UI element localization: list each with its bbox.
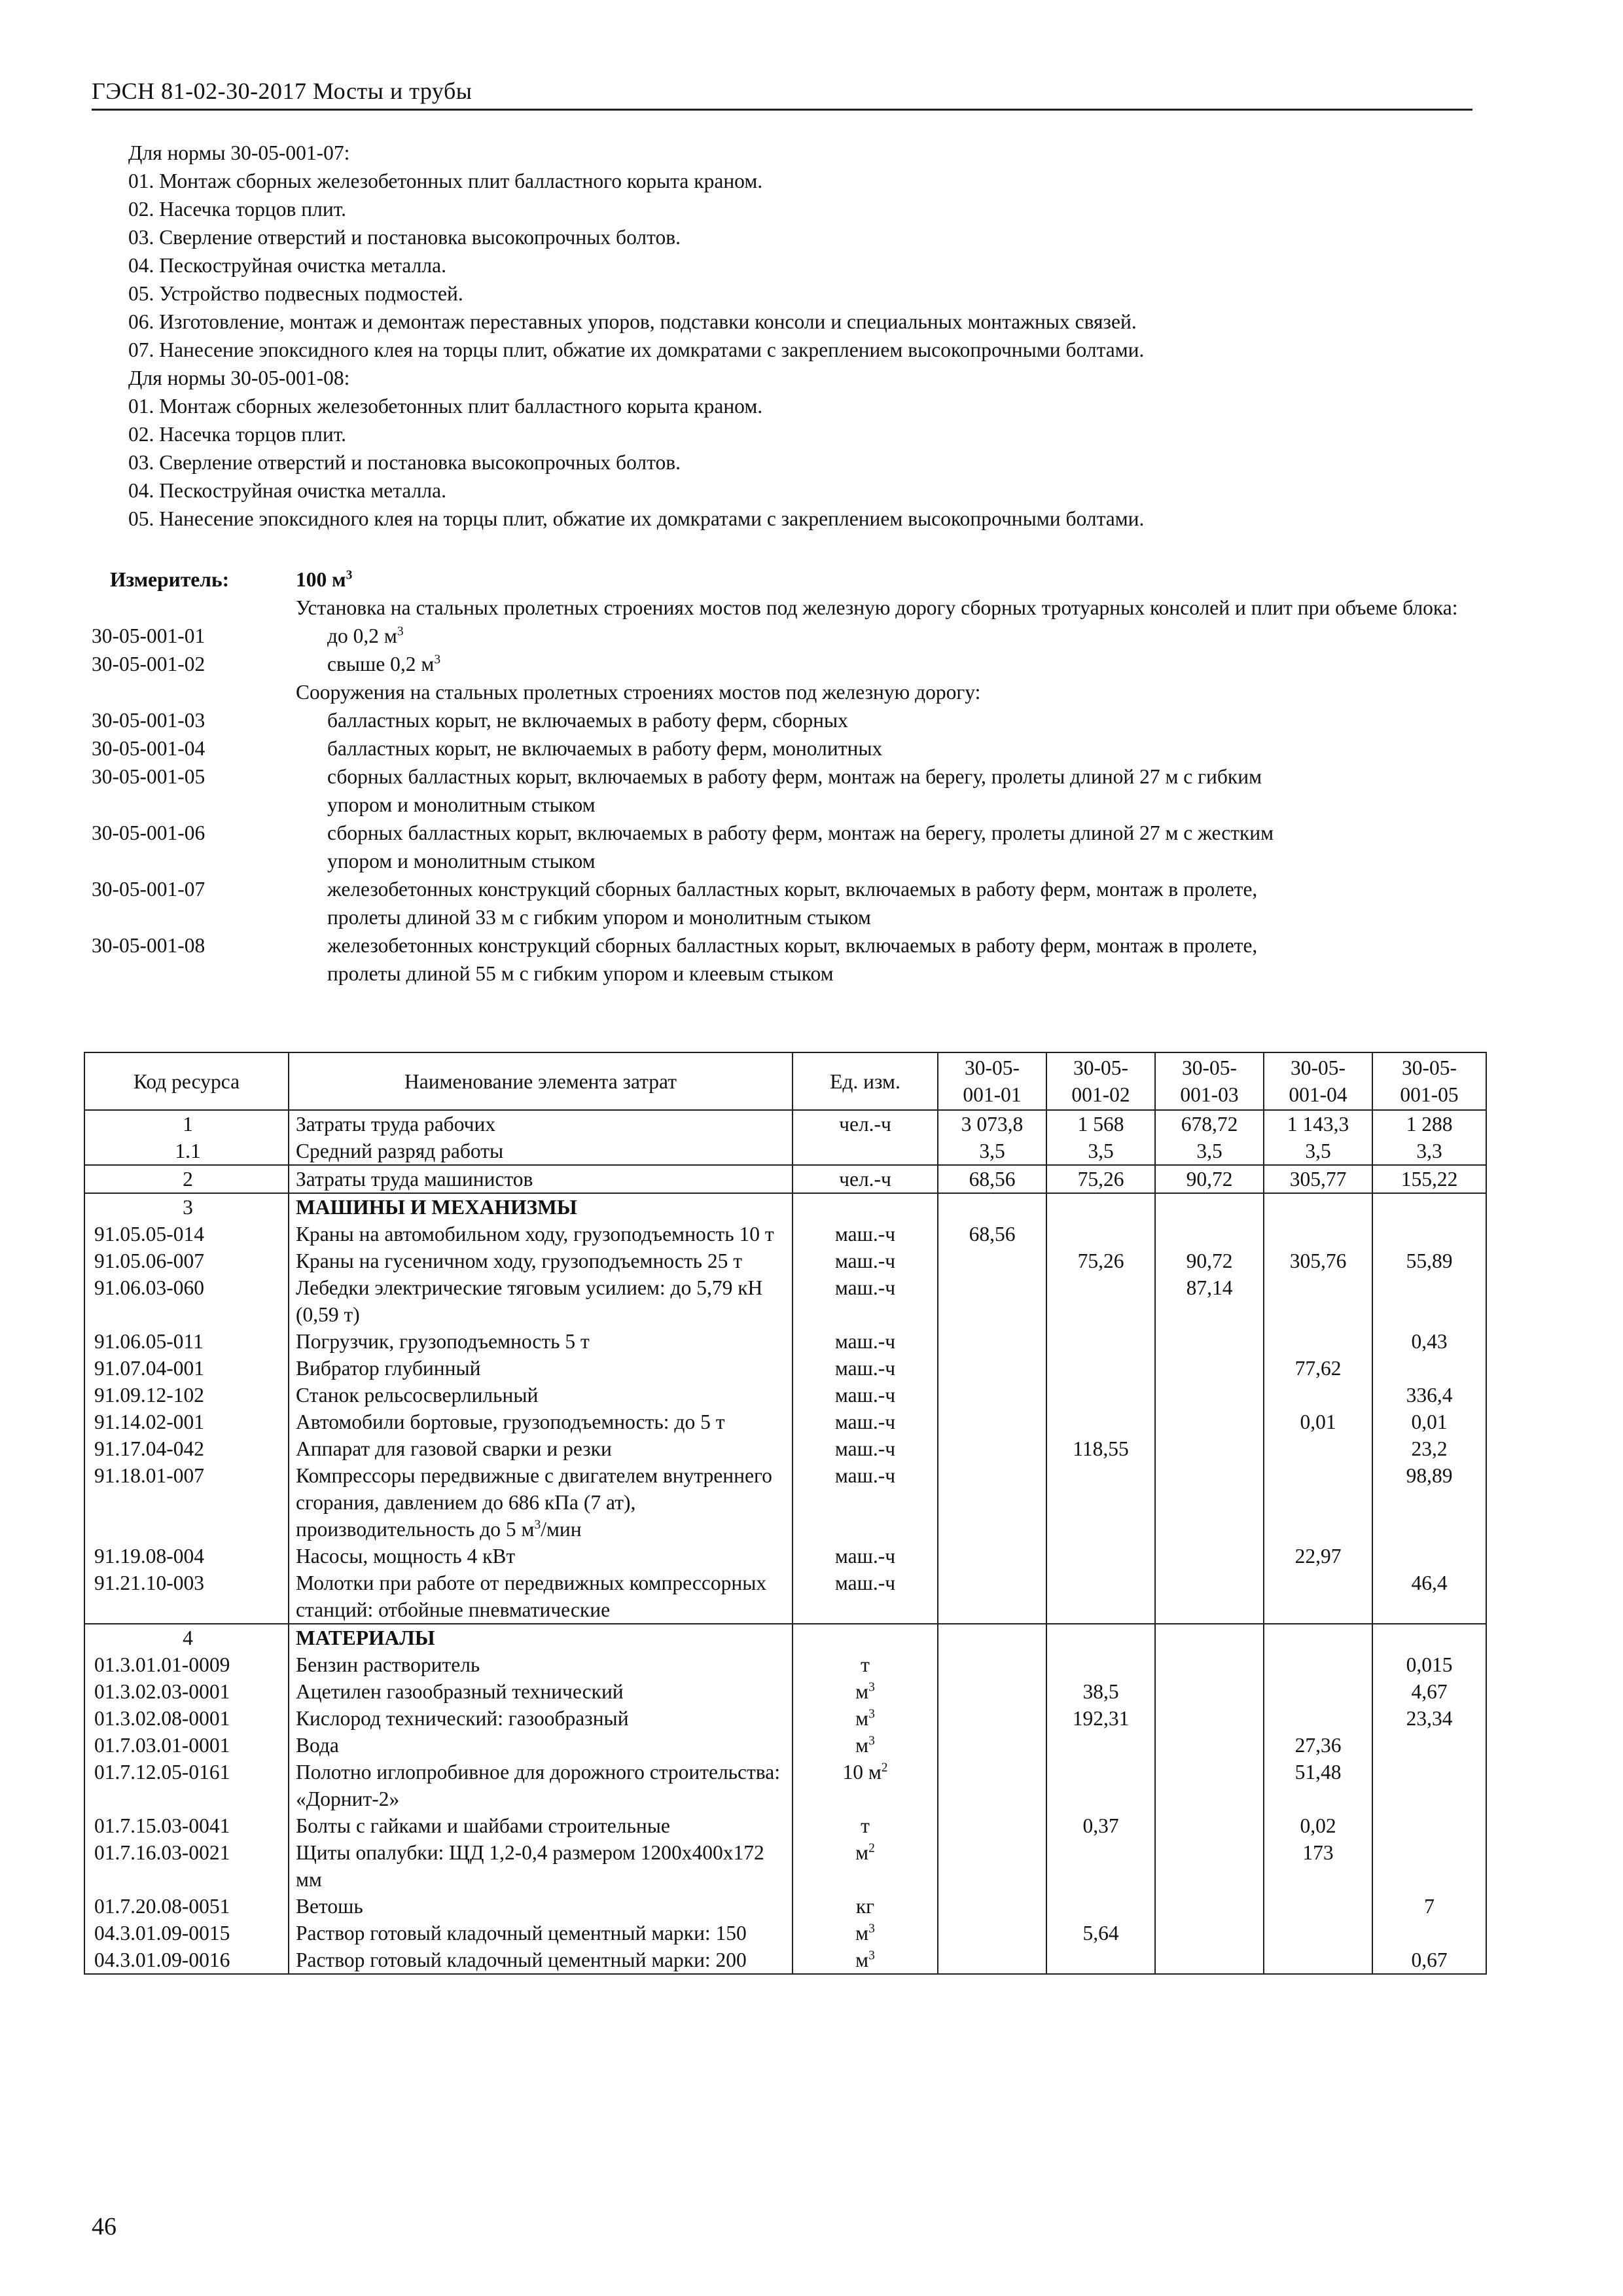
value-cell	[1264, 1893, 1372, 1920]
norm-code: 30-05-001-01	[92, 624, 205, 647]
resource-code: 01.7.16.03-0021	[84, 1839, 289, 1893]
value-cell	[938, 1893, 1046, 1920]
value-cell	[1264, 1624, 1372, 1651]
resource-name: Компрессоры передвижные с двигателем внутреннего сгорания, давлением до 686 кПа (7 ат), производительность до 5 $м^3$/мин	[289, 1462, 793, 1543]
resource-table	[84, 1052, 1487, 1975]
composition-line: 03. Сверление отверстий и постановка высокопрочных болтов.	[128, 226, 681, 249]
resource-name: Автомобили бортовые, грузоподъемность: до 5 т	[289, 1408, 793, 1435]
resource-name: Краны на гусеничном ходу, грузоподъемность 25 т	[289, 1247, 793, 1274]
value-cell: 0,37	[1046, 1812, 1155, 1839]
value-cell	[1372, 1221, 1486, 1247]
resource-code: 91.06.03-060	[84, 1274, 289, 1328]
table-row	[84, 1247, 1486, 1274]
unit-cell: маш.-ч	[793, 1328, 938, 1355]
value-cell: 98,89	[1372, 1462, 1486, 1543]
value-cell	[1046, 1274, 1155, 1328]
value-cell	[938, 1812, 1046, 1839]
value-cell: 46,4	[1372, 1570, 1486, 1624]
table-row	[84, 1110, 1486, 1138]
value-cell	[1372, 1274, 1486, 1328]
unit-cell	[793, 1193, 938, 1221]
resource-name: Вода	[289, 1732, 793, 1759]
resource-code: 01.7.03.01-0001	[84, 1732, 289, 1759]
table-row	[84, 1355, 1486, 1382]
value-cell	[1155, 1651, 1264, 1678]
value-cell: 3,5	[1046, 1138, 1155, 1165]
resource-name: Ветошь	[289, 1893, 793, 1920]
value-cell	[1155, 1839, 1264, 1893]
value-cell: 678,72	[1155, 1110, 1264, 1138]
value-cell: 55,89	[1372, 1247, 1486, 1274]
unit-cell: маш.-ч	[793, 1462, 938, 1543]
value-cell	[1155, 1462, 1264, 1543]
composition-line: Для нормы 30-05-001-08:	[128, 367, 350, 389]
table-row	[84, 1759, 1486, 1812]
table-row	[84, 1382, 1486, 1408]
unit-cell: чел.-ч	[793, 1165, 938, 1193]
value-cell	[1046, 1462, 1155, 1543]
value-cell: 5,64	[1046, 1920, 1155, 1946]
unit-cell: чел.-ч	[793, 1110, 938, 1138]
header-divider	[92, 109, 1472, 111]
table-row	[84, 1165, 1486, 1193]
resource-code: 04.3.01.09-0016	[84, 1946, 289, 1974]
resource-code: 2	[84, 1165, 289, 1193]
value-cell	[1155, 1435, 1264, 1462]
norm-code: 30-05-001-05	[92, 765, 205, 788]
resource-name: Станок рельсосверлильный	[289, 1382, 793, 1408]
resource-code: 91.18.01-007	[84, 1462, 289, 1543]
norm-code: 30-05-001-08	[92, 934, 205, 957]
unit-cell: маш.-ч	[793, 1543, 938, 1570]
column-header: Ед. изм.	[793, 1052, 938, 1110]
value-cell	[1264, 1946, 1372, 1974]
value-cell: 75,26	[1046, 1247, 1155, 1274]
resource-name: МАТЕРИАЛЫ	[289, 1624, 793, 1651]
value-cell	[1046, 1543, 1155, 1570]
unit-cell: маш.-ч	[793, 1274, 938, 1328]
measure-item	[92, 762, 1479, 819]
norm-code: 30-05-001-04	[92, 737, 205, 760]
norm-code: 30-05-001-07	[92, 878, 205, 901]
composition-line: 02. Насечка торцов плит.	[128, 423, 346, 446]
table-row	[84, 1328, 1486, 1355]
resource-code: 01.3.01.01-0009	[84, 1651, 289, 1678]
value-cell: 0,01	[1264, 1408, 1372, 1435]
value-cell	[938, 1839, 1046, 1893]
norm-description: балластных корыт, не включаемых в работу ферм, монолитных	[327, 737, 883, 760]
value-cell	[938, 1946, 1046, 1974]
value-cell: 23,2	[1372, 1435, 1486, 1462]
unit-cell: $м^3$	[793, 1920, 938, 1946]
measure-item	[92, 931, 1479, 988]
table-row	[84, 1408, 1486, 1435]
table-row	[84, 1920, 1486, 1946]
value-cell	[1155, 1408, 1264, 1435]
resource-name: Кислород технический: газообразный	[289, 1705, 793, 1732]
value-cell	[1155, 1328, 1264, 1355]
value-cell	[938, 1651, 1046, 1678]
value-cell: 68,56	[938, 1165, 1046, 1193]
value-cell: 3 073,8	[938, 1110, 1046, 1138]
unit-cell: маш.-ч	[793, 1435, 938, 1462]
value-cell: 22,97	[1264, 1543, 1372, 1570]
unit-cell	[793, 1138, 938, 1165]
table-header-row	[84, 1052, 1486, 1110]
unit-cell: кг	[793, 1893, 938, 1920]
composition-line: 01. Монтаж сборных железобетонных плит балластного корыта краном.	[128, 170, 763, 192]
measure-item	[92, 706, 1479, 734]
resource-code: 91.19.08-004	[84, 1543, 289, 1570]
resource-name: Бензин растворитель	[289, 1651, 793, 1678]
resource-code: 01.3.02.08-0001	[84, 1705, 289, 1732]
resource-code: 1.1	[84, 1138, 289, 1165]
value-cell	[1155, 1543, 1264, 1570]
table-row	[84, 1812, 1486, 1839]
value-cell	[1372, 1624, 1486, 1651]
composition-line: 04. Пескоструйная очистка металла.	[128, 254, 446, 277]
value-cell: 38,5	[1046, 1678, 1155, 1705]
norm-description: сборных балластных корыт, включаемых в работу ферм, монтаж на берегу, пролеты длиной 27 м с гибким упором и монолитным стыком	[327, 765, 1262, 816]
unit-cell: т	[793, 1812, 938, 1839]
value-cell: 7	[1372, 1893, 1486, 1920]
value-cell: 1 143,3	[1264, 1110, 1372, 1138]
resource-code: 04.3.01.09-0015	[84, 1920, 289, 1946]
value-cell	[1155, 1570, 1264, 1624]
value-cell	[1046, 1221, 1155, 1247]
resource-code: 01.7.20.08-0051	[84, 1893, 289, 1920]
resource-name: Погрузчик, грузоподъемность 5 т	[289, 1328, 793, 1355]
value-cell: 90,72	[1155, 1247, 1264, 1274]
value-cell	[1264, 1651, 1372, 1678]
value-cell	[1046, 1651, 1155, 1678]
value-cell	[1372, 1193, 1486, 1221]
unit-cell: 10 $м^2$	[793, 1759, 938, 1812]
column-header: Наименование элемента затрат	[289, 1052, 793, 1110]
composition-line: 07. Нанесение эпоксидного клея на торцы плит, обжатие их домкратами с закреплением высокопрочными болтами.	[128, 338, 1145, 361]
resource-name: Краны на автомобильном ходу, грузоподъемность 10 т	[289, 1221, 793, 1247]
resource-name: Полотно иглопробивное для дорожного строительства: «Дорнит-2»	[289, 1759, 793, 1812]
value-cell	[1046, 1408, 1155, 1435]
value-cell	[938, 1328, 1046, 1355]
resource-code: 01.3.02.03-0001	[84, 1678, 289, 1705]
value-cell	[1046, 1624, 1155, 1651]
column-header: 30-05- 001-01	[938, 1052, 1046, 1110]
unit-cell: маш.-ч	[793, 1221, 938, 1247]
value-cell	[1046, 1570, 1155, 1624]
value-cell	[1046, 1193, 1155, 1221]
resource-code: 91.06.05-011	[84, 1328, 289, 1355]
resource-name: Щиты опалубки: ЩД 1,2-0,4 размером 1200х400х172 мм	[289, 1839, 793, 1893]
norm-code: 30-05-001-06	[92, 821, 205, 844]
table-row	[84, 1678, 1486, 1705]
value-cell: 0,01	[1372, 1408, 1486, 1435]
value-cell: 305,77	[1264, 1165, 1372, 1193]
norm-code: 30-05-001-03	[92, 709, 205, 732]
value-cell	[1155, 1382, 1264, 1408]
value-cell	[1155, 1221, 1264, 1247]
measure-section	[92, 565, 1479, 988]
value-cell: 3,3	[1372, 1138, 1486, 1165]
value-cell	[1264, 1462, 1372, 1543]
value-cell: 336,4	[1372, 1382, 1486, 1408]
value-cell	[1264, 1193, 1372, 1221]
resource-code: 91.09.12-102	[84, 1382, 289, 1408]
resource-name: МАШИНЫ И МЕХАНИЗМЫ	[289, 1193, 793, 1221]
table-row	[84, 1732, 1486, 1759]
value-cell	[1155, 1812, 1264, 1839]
table-row	[84, 1893, 1486, 1920]
measure-text-row	[92, 594, 1479, 622]
table-row	[84, 1705, 1486, 1732]
table-row	[84, 1435, 1486, 1462]
unit-cell: $м^3$	[793, 1705, 938, 1732]
table-row	[84, 1651, 1486, 1678]
unit-cell: маш.-ч	[793, 1382, 938, 1408]
norm-code: 30-05-001-02	[92, 653, 205, 675]
value-cell	[1046, 1946, 1155, 1974]
value-cell	[1155, 1705, 1264, 1732]
norm-description: железобетонных конструкций сборных балластных корыт, включаемых в работу ферм, монтаж в пролете, пролеты длиной 33 м с гибким упором и монолитным стыком	[327, 878, 1258, 929]
table-row	[84, 1462, 1486, 1543]
value-cell	[938, 1920, 1046, 1946]
value-cell: 4,67	[1372, 1678, 1486, 1705]
value-cell: 3,5	[1264, 1138, 1372, 1165]
value-cell	[1046, 1759, 1155, 1812]
table-row	[84, 1839, 1486, 1893]
resource-code: 4	[84, 1624, 289, 1651]
table-row	[84, 1138, 1486, 1165]
composition-line: 04. Пескоструйная очистка металла.	[128, 479, 446, 502]
value-cell	[1264, 1435, 1372, 1462]
table-row	[84, 1543, 1486, 1570]
resource-code: 91.07.04-001	[84, 1355, 289, 1382]
norm-description: сборных балластных корыт, включаемых в работу ферм, монтаж на берегу, пролеты длиной 27 м с жестким упором и монолитным стыком	[327, 821, 1274, 872]
resource-code: 01.7.12.05-0161	[84, 1759, 289, 1812]
value-cell: 3,5	[1155, 1138, 1264, 1165]
value-cell	[1372, 1759, 1486, 1812]
unit-cell: маш.-ч	[793, 1247, 938, 1274]
resource-code: 91.14.02-001	[84, 1408, 289, 1435]
value-cell	[1046, 1839, 1155, 1893]
resource-code: 91.21.10-003	[84, 1570, 289, 1624]
work-composition	[128, 139, 1476, 533]
value-cell	[1264, 1920, 1372, 1946]
value-cell	[938, 1274, 1046, 1328]
value-cell: 173	[1264, 1839, 1372, 1893]
value-cell	[1264, 1382, 1372, 1408]
value-cell	[1264, 1221, 1372, 1247]
unit-cell: $м^3$	[793, 1678, 938, 1705]
table-row	[84, 1570, 1486, 1624]
value-cell	[1046, 1732, 1155, 1759]
value-cell	[938, 1382, 1046, 1408]
value-cell	[1372, 1812, 1486, 1839]
value-cell: 118,55	[1046, 1435, 1155, 1462]
value-cell	[1155, 1759, 1264, 1812]
value-cell	[1372, 1732, 1486, 1759]
measure-item	[92, 819, 1479, 875]
column-header: 30-05- 001-03	[1155, 1052, 1264, 1110]
table-row	[84, 1193, 1486, 1221]
resource-name: Молотки при работе от передвижных компрессорных станций: отбойные пневматические	[289, 1570, 793, 1624]
measure-item	[92, 734, 1479, 762]
table-row	[84, 1624, 1486, 1651]
page-header: ГЭСН 81-02-30-2017 Мосты и трубы	[92, 78, 473, 104]
value-cell: 77,62	[1264, 1355, 1372, 1382]
value-cell	[938, 1732, 1046, 1759]
value-cell: 90,72	[1155, 1165, 1264, 1193]
composition-line: 03. Сверление отверстий и постановка высокопрочных болтов.	[128, 451, 681, 474]
value-cell	[1372, 1920, 1486, 1946]
norm-description: свыше 0,2 $м^3$	[327, 653, 441, 675]
resource-name: Затраты труда машинистов	[289, 1165, 793, 1193]
measure-unit: 100 $м^3$	[296, 568, 353, 591]
unit-cell: т	[793, 1651, 938, 1678]
value-cell	[938, 1759, 1046, 1812]
table-body	[84, 1110, 1486, 1974]
column-header: 30-05- 001-02	[1046, 1052, 1155, 1110]
unit-cell: маш.-ч	[793, 1408, 938, 1435]
measure-text-row	[92, 678, 1479, 706]
value-cell: 305,76	[1264, 1247, 1372, 1274]
norm-description: балластных корыт, не включаемых в работу ферм, сборных	[327, 709, 848, 732]
value-cell: 87,14	[1155, 1274, 1264, 1328]
value-cell	[1155, 1920, 1264, 1946]
resource-name: Ацетилен газообразный технический	[289, 1678, 793, 1705]
value-cell	[1372, 1839, 1486, 1893]
composition-line: 01. Монтаж сборных железобетонных плит балластного корыта краном.	[128, 395, 763, 418]
value-cell	[1155, 1193, 1264, 1221]
value-cell	[1264, 1274, 1372, 1328]
value-cell	[938, 1678, 1046, 1705]
column-header: Код ресурса	[84, 1052, 289, 1110]
composition-line: 05. Устройство подвесных подмостей.	[128, 282, 463, 305]
value-cell: 192,31	[1046, 1705, 1155, 1732]
value-cell	[1155, 1624, 1264, 1651]
value-cell	[1264, 1705, 1372, 1732]
value-cell	[1046, 1355, 1155, 1382]
value-cell: 51,48	[1264, 1759, 1372, 1812]
value-cell	[938, 1355, 1046, 1382]
value-cell: 23,34	[1372, 1705, 1486, 1732]
unit-cell: $м^3$	[793, 1946, 938, 1974]
value-cell	[1155, 1893, 1264, 1920]
resource-name: Насосы, мощность 4 кВт	[289, 1543, 793, 1570]
table-row	[84, 1946, 1486, 1974]
resource-code: 91.05.06-007	[84, 1247, 289, 1274]
measure-item	[92, 650, 1479, 678]
value-cell	[1155, 1678, 1264, 1705]
value-cell	[938, 1462, 1046, 1543]
unit-cell: $м^3$	[793, 1732, 938, 1759]
value-cell: 3,5	[938, 1138, 1046, 1165]
value-cell	[1264, 1328, 1372, 1355]
value-cell: 0,015	[1372, 1651, 1486, 1678]
measure-label: Измеритель:	[110, 568, 230, 591]
resource-name: Аппарат для газовой сварки и резки	[289, 1435, 793, 1462]
value-cell	[938, 1543, 1046, 1570]
value-cell	[938, 1193, 1046, 1221]
composition-line: 02. Насечка торцов плит.	[128, 198, 346, 221]
unit-cell: маш.-ч	[793, 1570, 938, 1624]
resource-code: 1	[84, 1110, 289, 1138]
value-cell	[1046, 1893, 1155, 1920]
value-cell	[1155, 1732, 1264, 1759]
page-number: 46	[92, 2213, 116, 2240]
resource-name: Средний разряд работы	[289, 1138, 793, 1165]
value-cell	[1046, 1328, 1155, 1355]
norm-description: железобетонных конструкций сборных балластных корыт, включаемых в работу ферм, монтаж в пролете, пролеты длиной 55 м с гибким упором и клеевым стыком	[327, 934, 1258, 985]
composition-line: 05. Нанесение эпоксидного клея на торцы плит, обжатие их домкратами с закреплением высокопрочными болтами.	[128, 507, 1145, 530]
unit-cell: маш.-ч	[793, 1355, 938, 1382]
value-cell: 0,43	[1372, 1328, 1486, 1355]
value-cell	[1155, 1355, 1264, 1382]
resource-name: Раствор готовый кладочный цементный марки: 200	[289, 1946, 793, 1974]
value-cell	[938, 1570, 1046, 1624]
unit-cell: $м^2$	[793, 1839, 938, 1893]
value-cell	[938, 1624, 1046, 1651]
value-cell	[938, 1705, 1046, 1732]
value-cell: 1 288	[1372, 1110, 1486, 1138]
norm-description: до 0,2 $м^3$	[327, 624, 404, 647]
measure-text: Сооружения на стальных пролетных строениях мостов под железную дорогу:	[296, 681, 981, 704]
value-cell: 75,26	[1046, 1165, 1155, 1193]
resource-name: Раствор готовый кладочный цементный марки: 150	[289, 1920, 793, 1946]
value-cell	[1155, 1946, 1264, 1974]
resource-name: Вибратор глубинный	[289, 1355, 793, 1382]
resource-code: 91.05.05-014	[84, 1221, 289, 1247]
table-row	[84, 1221, 1486, 1247]
resource-name: Лебедки электрические тяговым усилием: до 5,79 кН (0,59 т)	[289, 1274, 793, 1328]
value-cell	[1264, 1678, 1372, 1705]
value-cell: 1 568	[1046, 1110, 1155, 1138]
value-cell	[938, 1435, 1046, 1462]
resource-name: Болты с гайками и шайбами строительные	[289, 1812, 793, 1839]
measure-text: Установка на стальных пролетных строениях мостов под железную дорогу сборных тротуарных консолей и плит при объеме блока:	[296, 596, 1458, 619]
resource-code: 91.17.04-042	[84, 1435, 289, 1462]
value-cell	[938, 1408, 1046, 1435]
value-cell: 0,02	[1264, 1812, 1372, 1839]
table-row	[84, 1274, 1486, 1328]
value-cell: 27,36	[1264, 1732, 1372, 1759]
composition-line: 06. Изготовление, монтаж и демонтаж переставных упоров, подставки консоли и специальных монтажных связей.	[128, 310, 1137, 333]
resource-name: Затраты труда рабочих	[289, 1110, 793, 1138]
unit-cell	[793, 1624, 938, 1651]
value-cell: 155,22	[1372, 1165, 1486, 1193]
composition-line: Для нормы 30-05-001-07:	[128, 141, 350, 164]
value-cell: 68,56	[938, 1221, 1046, 1247]
column-header: 30-05- 001-04	[1264, 1052, 1372, 1110]
value-cell: 0,67	[1372, 1946, 1486, 1974]
value-cell	[1264, 1570, 1372, 1624]
resource-code: 01.7.15.03-0041	[84, 1812, 289, 1839]
measure-item	[92, 622, 1479, 650]
value-cell	[1046, 1382, 1155, 1408]
resource-code: 3	[84, 1193, 289, 1221]
value-cell	[1372, 1543, 1486, 1570]
column-header: 30-05- 001-05	[1372, 1052, 1486, 1110]
value-cell	[1372, 1355, 1486, 1382]
value-cell	[938, 1247, 1046, 1274]
measure-item	[92, 875, 1479, 931]
